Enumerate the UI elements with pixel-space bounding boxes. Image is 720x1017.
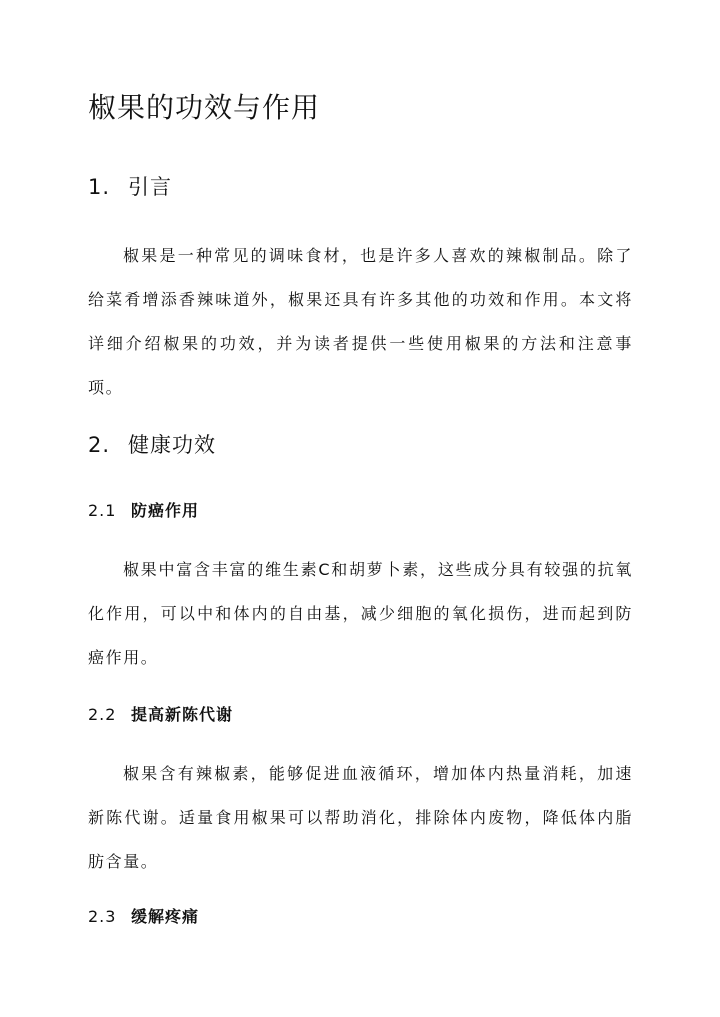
section-2-title: 健康功效 <box>128 433 216 457</box>
subsection-2-3-number: 2.3 <box>88 907 117 926</box>
subsection-2-2-number: 2.2 <box>88 705 117 724</box>
document-title: 椒果的功效与作用 <box>88 91 321 124</box>
subsection-2-2-paragraph: 椒果含有辣椒素，能够促进血液循环，增加体内热量消耗，加速新陈代谢。适量食用椒果可以帮助消化，排除体内废物，降低体内脂肪含量。 <box>88 764 633 871</box>
section-1-title: 引言 <box>128 175 172 199</box>
section-1-paragraph: 椒果是一种常见的调味食材，也是许多人喜欢的辣椒制品。除了给菜肴增添香辣味道外，椒果还具有许多其他的功效和作用。本文将详细介绍椒果的功效，并为读者提供一些使用椒果的方法和注意事项。 <box>88 246 633 397</box>
section-2-heading <box>88 430 216 460</box>
subsection-2-1-paragraph: 椒果中富含丰富的维生素C和胡萝卜素，这些成分具有较强的抗氧化作用，可以中和体内的自由基，减少细胞的氧化损伤，进而起到防癌作用。 <box>88 560 633 667</box>
subsection-2-1-heading <box>88 499 199 523</box>
section-1-heading <box>88 172 172 202</box>
subsection-2-2-heading <box>88 703 233 727</box>
subsection-2-1-title: 防癌作用 <box>131 501 200 520</box>
subsection-2-2-title: 提高新陈代谢 <box>131 705 234 724</box>
section-1-number: 1. <box>88 175 111 199</box>
subsection-2-1-number: 2.1 <box>88 501 117 520</box>
subsection-2-3-heading <box>88 905 199 929</box>
section-2-number: 2. <box>88 433 111 457</box>
subsection-2-3-title: 缓解疼痛 <box>131 907 200 926</box>
